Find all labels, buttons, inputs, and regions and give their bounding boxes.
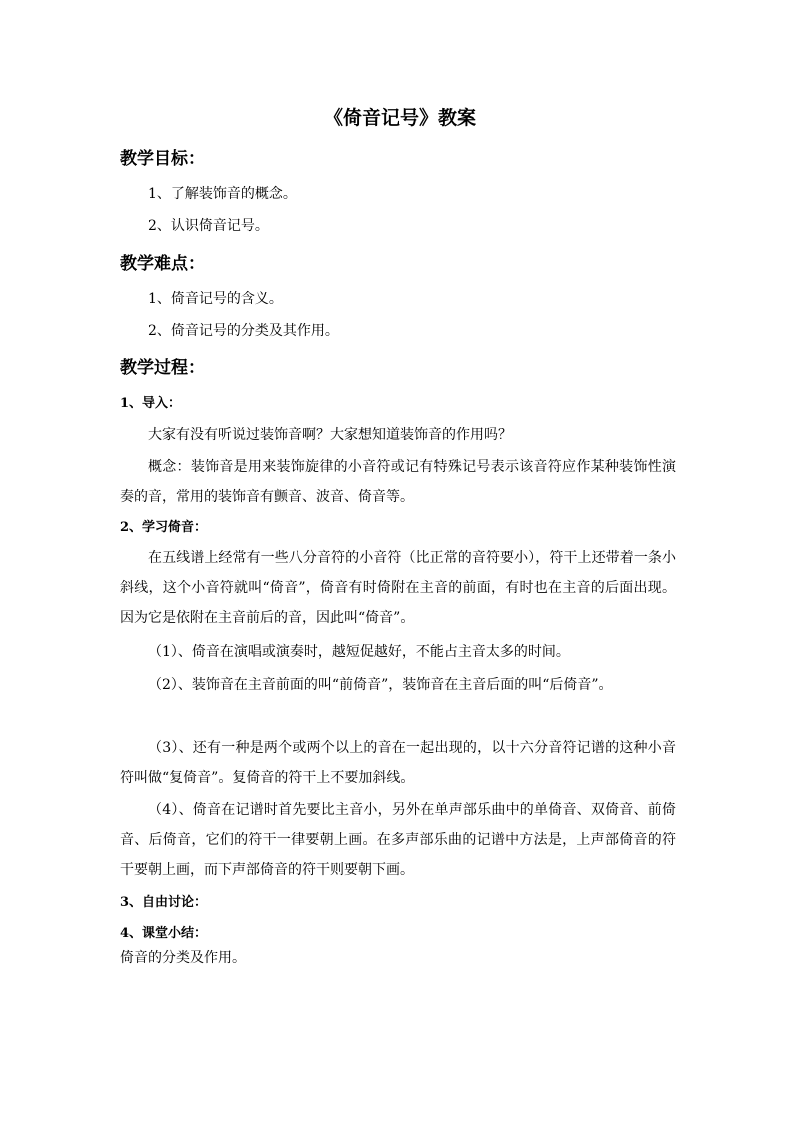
learn-paragraph-5: （4）、倚音在记谱时首先要比主音小，另外在单声部乐曲中的单倚音、双倚音、前倚音、后倚音，它们的符干一律要朝上画。在多声部乐曲的记谱中方法是，上声部倚音的符干要朝上画，而下声部倚音的符干则要朝下画。 bbox=[120, 802, 676, 878]
summary-text: 倚音的分类及作用。 bbox=[120, 950, 246, 966]
section-heading-objectives: 教学目标： bbox=[120, 149, 205, 169]
intro-paragraph-concept: 概念：装饰音是用来装饰旋律的小音符或记有特殊记号表示该音符应作某种装饰性演奏的音，常用的装饰音有颤音、波音、倚音等。 bbox=[120, 459, 676, 505]
step-heading-discussion: 3、自由讨论： bbox=[120, 895, 208, 910]
section-heading-difficulties: 教学难点： bbox=[120, 254, 205, 274]
difficulty-item-2: 2、倚音记号的分类及其作用。 bbox=[148, 323, 339, 339]
learn-paragraph-2: （1）、倚音在演唱或演奏时，越短促越好，不能占主音太多的时间。 bbox=[148, 644, 570, 660]
learn-paragraph-1: 在五线谱上经常有一些八分音符的小音符（比正常的音符要小），符干上还带着一条小斜线，这个小音符就叫“倚音”，倚音有时倚附在主音的前面，有时也在主音的后面出现。因为它是依附在主音前后的音，因此叫“倚音”。 bbox=[120, 550, 676, 626]
objective-item-2: 2、认识倚音记号。 bbox=[148, 218, 269, 234]
learn-paragraph-3: （2）、装饰音在主音前面的叫“前倚音”，装饰音在主音后面的叫“后倚音”。 bbox=[148, 677, 613, 693]
step-heading-summary: 4、课堂小结： bbox=[120, 926, 208, 941]
document-title: 《倚音记号》教案 bbox=[323, 107, 476, 129]
learn-paragraph-4: （3）、还有一种是两个或两个以上的音在一起出现的，以十六分音符记谱的这种小音符叫做“复倚音”。复倚音的符干上不要加斜线。 bbox=[120, 740, 676, 786]
difficulty-item-1: 1、倚音记号的含义。 bbox=[148, 291, 283, 307]
step-heading-learn: 2、学习倚音： bbox=[120, 520, 208, 535]
objective-item-1: 1、了解装饰音的概念。 bbox=[148, 186, 297, 202]
section-heading-process: 教学过程： bbox=[120, 358, 205, 378]
step-heading-intro: 1、导入： bbox=[120, 396, 182, 411]
intro-paragraph-1: 大家有没有听说过装饰音啊？大家想知道装饰音的作用吗？ bbox=[148, 427, 512, 443]
